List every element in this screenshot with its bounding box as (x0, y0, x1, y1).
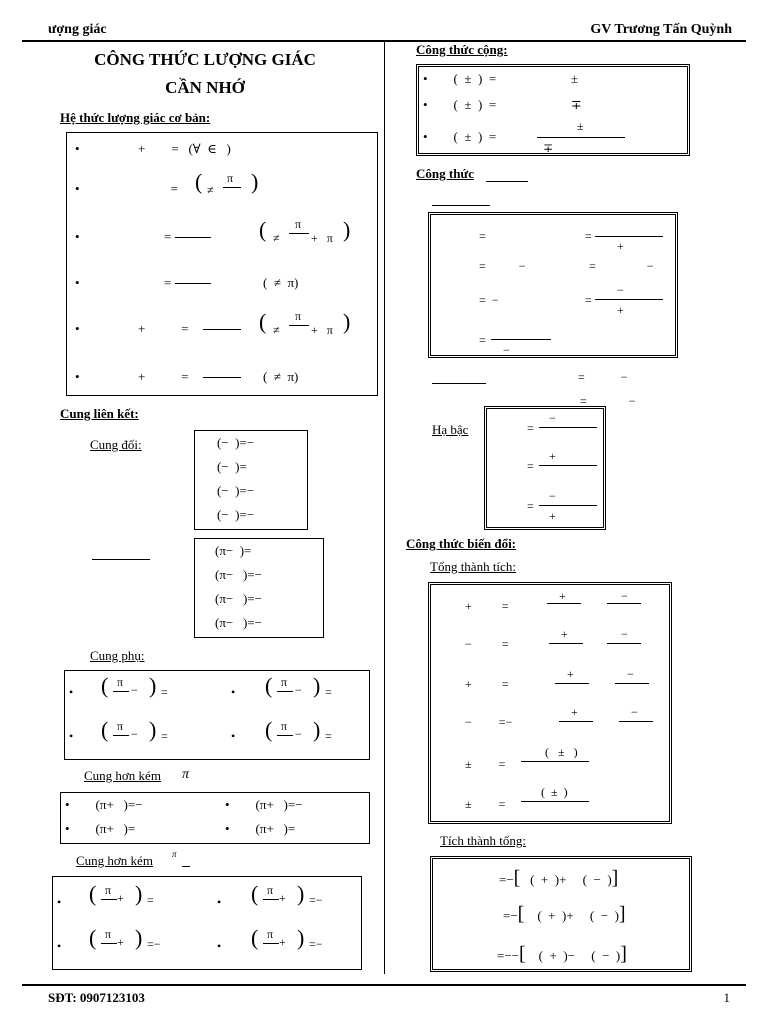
sum-to-product-label: Tổng thành tích: (430, 559, 516, 574)
differ-half-pi-label: Cung hơn kém (76, 853, 153, 868)
identity-row: • + = (75, 369, 189, 384)
footer-phone: SĐT: 0907123103 (48, 990, 145, 1005)
supplementary-label-blank (92, 559, 150, 560)
addition-formulas-heading: Công thức cộng: (416, 42, 508, 57)
differ-half-pi-box: • ( π + ) = • ( π + ) =− • ( π + ) =− • ( π + ) =− (52, 876, 362, 970)
header-author: GV Trương Tấn Quỳnh (590, 22, 732, 37)
differ-pi-box: • (π+ )=− • (π+ )=− • (π+ )= • (π+ )= (60, 792, 370, 844)
basic-identities-box: • + = (∀ ∈ ) • = ( ≠ π ) • = ( ≠ π + π ) • = ( ≠ π) • + = ( ≠ π + π ) • + = ( ≠ π) (66, 132, 378, 396)
power-reduction-box: = − = + = − + (484, 406, 606, 530)
complementary-arc-box: • ( π − ) = • ( π − ) = • ( π − ) = • ( π − ) = (64, 670, 370, 760)
complementary-arc-label: Cung phụ: (90, 648, 145, 663)
identity-row: • + = (∀ ∈ ) (75, 141, 231, 156)
identity-row: • = (75, 229, 172, 244)
opposite-arc-label: Cung đối: (90, 437, 142, 452)
header-left: ượng giác (48, 22, 107, 37)
double-angle-label-blank (432, 205, 490, 206)
basic-identities-heading: Hệ thức lượng giác cơ bản: (60, 110, 211, 125)
page-title-line2: CẦN NHỚ (165, 78, 245, 97)
transform-formulas-heading: Công thức biến đổi: (406, 536, 517, 551)
associated-arcs-heading: Cung liên kết: (60, 406, 139, 421)
double-angle-box: = = + = − = − = − = − + = − (428, 212, 678, 358)
product-to-sum-label: Tích thành tổng: (440, 833, 526, 848)
pi-symbol: π (182, 767, 190, 782)
identity-row: • + = (75, 321, 189, 336)
power-reduction-label: Hạ bậc (432, 422, 469, 437)
product-to-sum-box: =−[ ( + )+ ( − )] =−[ ( + )+ ( − )] =−−[ ( + )− ( − )] (430, 856, 692, 972)
half-pi-symbol: π (172, 849, 177, 859)
column-divider (384, 42, 385, 974)
identity-row: • = (75, 275, 172, 290)
page-title: CÔNG THỨC LƯỢNG GIÁC (94, 50, 316, 69)
formula-heading: Công thức (416, 166, 474, 181)
opposite-arc-box: (− )=− (− )= (− )=− (− )=− (194, 430, 308, 530)
addition-formulas-box: • ( ± ) = ± • ( ± ) = ∓ • ( ± ) = ± ∓ (416, 64, 690, 156)
triple-angle-label-blank (432, 383, 486, 384)
sum-to-product-box: + = + − − = + − + = + − − =− + − ± = ( ± ) ± = ( ± ) (428, 582, 672, 824)
supplementary-arc-box: (π− )= (π− )=− (π− )=− (π− )=− (194, 538, 324, 638)
differ-pi-label: Cung hơn kém (84, 768, 161, 783)
footer-rule (22, 984, 746, 986)
page-number: 1 (723, 990, 730, 1005)
identity-row: • = (75, 181, 178, 196)
